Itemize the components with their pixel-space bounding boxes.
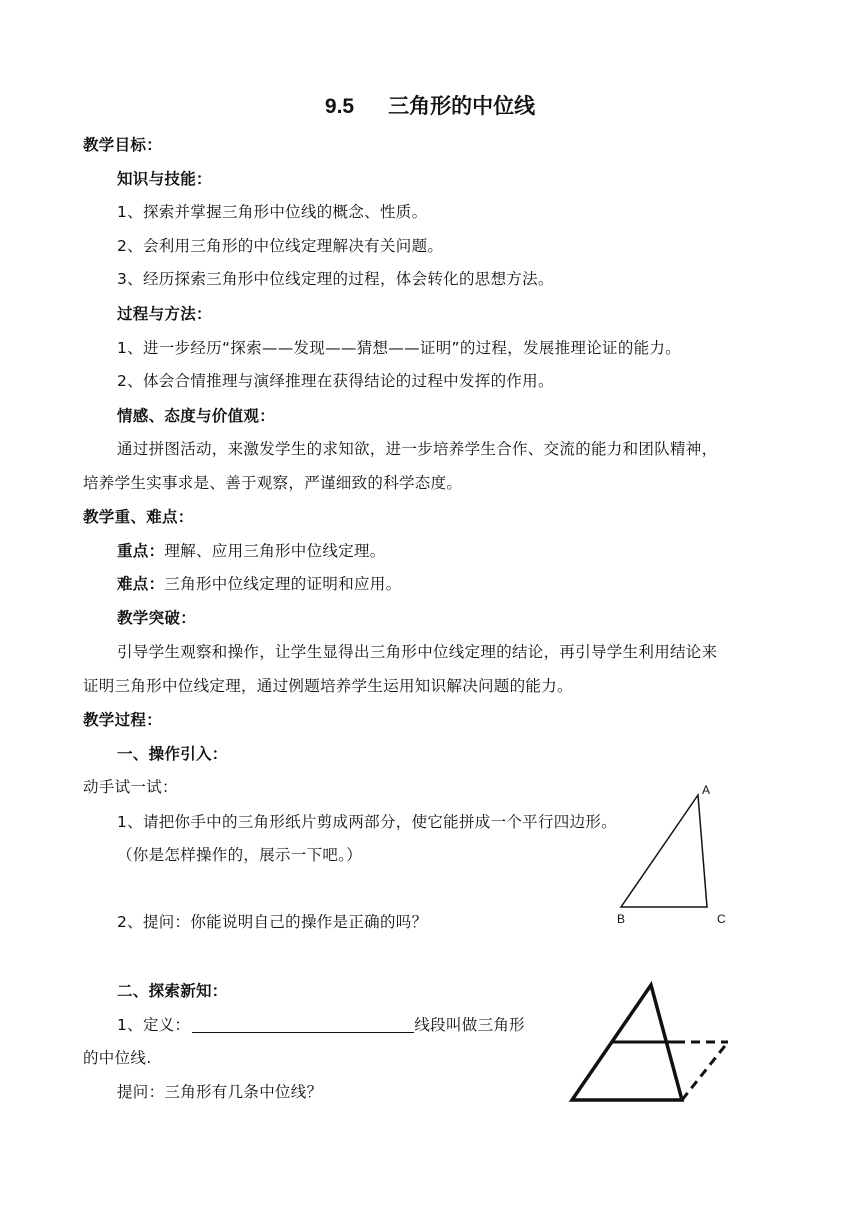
emotion-heading: 情感、态度与价值观： bbox=[117, 407, 276, 425]
vertex-c-label: C bbox=[717, 912, 726, 926]
knowledge-item-3: 3、经历探索三角形中位线定理的过程，体会转化的思想方法。 bbox=[117, 270, 554, 288]
section1-item-1-note: （你是怎样操作的，展示一下吧。） bbox=[117, 846, 363, 864]
key-point bbox=[117, 541, 386, 561]
definition-blank[interactable] bbox=[192, 1016, 414, 1033]
page-title bbox=[0, 93, 860, 120]
section1-heading: 一、操作引入： bbox=[117, 745, 228, 763]
process-item-1: 1、进一步经历“探索——发现——猜想——证明”的过程，发展推理论证的能力。 bbox=[117, 339, 682, 357]
breakthrough-line-2: 证明三角形中位线定理，通过例题培养学生运用知识解决问题的能力。 bbox=[83, 677, 573, 695]
definition-prefix: 1、定义： bbox=[117, 1016, 191, 1034]
title-text: 三角形的中位线 bbox=[388, 94, 536, 118]
section1-item-2: 2、提问：你能说明自己的操作是正确的吗？ bbox=[117, 913, 428, 931]
process-heading: 过程与方法： bbox=[117, 305, 212, 323]
difficult-text: 三角形中位线定理的证明和应用。 bbox=[164, 575, 402, 593]
section1-intro: 动手试一试： bbox=[83, 778, 178, 796]
knowledge-item-1: 1、探索并掌握三角形中位线的概念、性质。 bbox=[117, 203, 428, 221]
difficult-point bbox=[117, 574, 401, 594]
section1-item-1: 1、请把你手中的三角形纸片剪成两部分，使它能拼成一个平行四边形。 bbox=[117, 813, 617, 831]
vertex-b-label: B bbox=[617, 912, 626, 926]
knowledge-item-2: 2、会利用三角形的中位线定理解决有关问题。 bbox=[117, 237, 444, 255]
vertex-a-label: A bbox=[702, 783, 711, 797]
procedure-heading: 教学过程： bbox=[83, 711, 163, 729]
difficult-label: 难点： bbox=[117, 575, 165, 593]
key-text: 理解、应用三角形中位线定理。 bbox=[164, 542, 386, 560]
process-item-2: 2、体会合情推理与演绎推理在获得结论的过程中发挥的作用。 bbox=[117, 372, 554, 390]
definition-suffix: 线段叫做三角形 bbox=[414, 1016, 525, 1034]
section2-heading: 二、探索新知： bbox=[117, 982, 228, 1000]
objectives-heading: 教学目标： bbox=[83, 136, 163, 154]
breakthrough-heading: 教学突破： bbox=[117, 609, 197, 627]
keypoints-heading: 教学重、难点： bbox=[83, 508, 194, 526]
breakthrough-line-1: 引导学生观察和操作，让学生显得出三角形中位线定理的结论，再引导学生利用结论来 bbox=[117, 643, 718, 661]
definition-continuation: 的中位线. bbox=[83, 1049, 152, 1067]
dashed-side bbox=[682, 1042, 728, 1100]
emotion-line-2: 培养学生实事求是、善于观察，严谨细致的科学态度。 bbox=[83, 474, 463, 492]
triangle-abc bbox=[621, 795, 707, 907]
definition-line bbox=[117, 1015, 525, 1035]
midline-parallelogram-figure bbox=[560, 975, 740, 1110]
section-number: 9.5 bbox=[324, 95, 355, 118]
key-label: 重点： bbox=[117, 542, 165, 560]
emotion-line-1: 通过拼图活动，来激发学生的求知欲，进一步培养学生合作、交流的能力和团队精神， bbox=[117, 440, 718, 458]
median-question: 提问：三角形有几条中位线？ bbox=[117, 1083, 323, 1101]
triangle-abc-figure bbox=[600, 780, 740, 930]
knowledge-heading: 知识与技能： bbox=[117, 170, 212, 188]
